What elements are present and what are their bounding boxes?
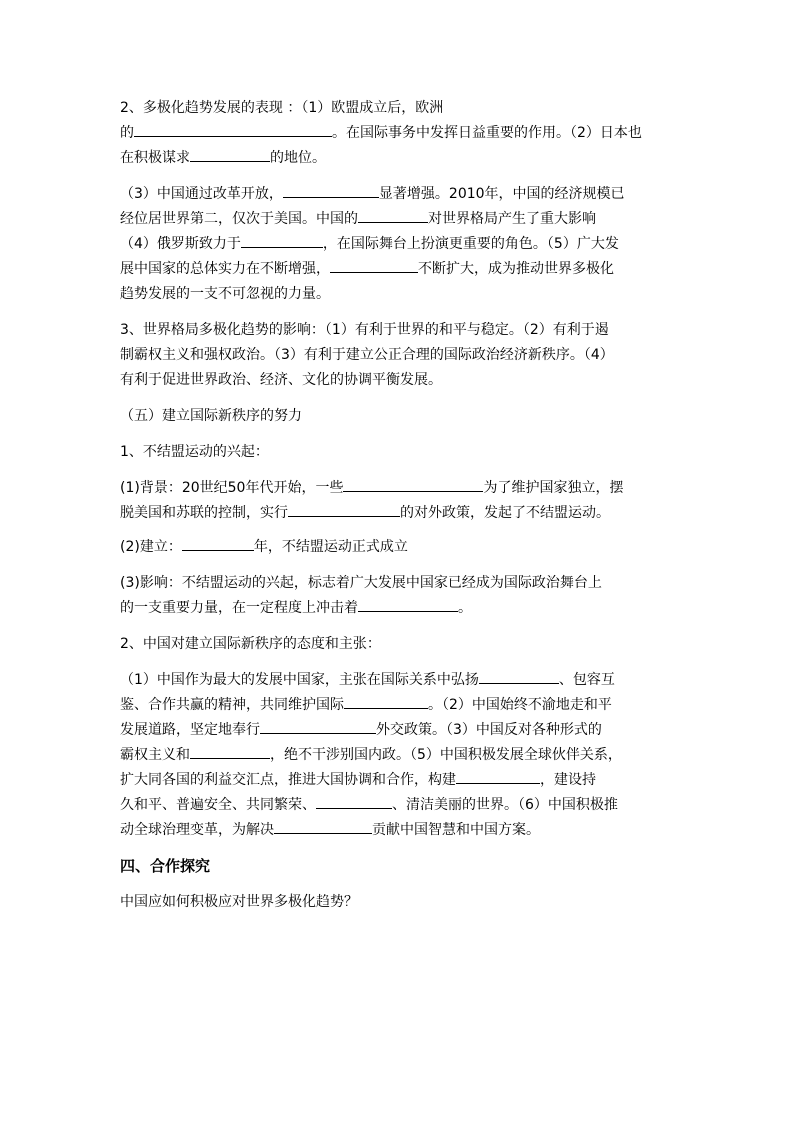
paragraph-china-russia-developing: [120, 182, 680, 307]
paragraph-multipolar-performance: [120, 96, 680, 171]
text: 扩大同各国的利益交汇点，推进大国协调和合作，构建: [120, 772, 456, 788]
subsection-title-china-stance: 2、中国对建立国际新秩序的态度和主张：: [120, 636, 381, 652]
text: 。（2）中国始终不渝地走和平: [428, 697, 612, 713]
text: （4）俄罗斯致力于: [120, 236, 241, 252]
fill-blank[interactable]: [343, 477, 483, 492]
text: ，建设持: [540, 772, 596, 788]
text: 、清洁美丽的世界。（6）中国积极推: [392, 797, 618, 813]
fill-blank[interactable]: [358, 597, 458, 612]
inquiry-question: 中国应如何积极应对世界多极化趋势？: [120, 894, 358, 910]
text: 。: [458, 600, 472, 616]
text: 年，不结盟运动正式成立: [253, 539, 408, 555]
fill-blank[interactable]: [260, 719, 376, 734]
fill-blank[interactable]: [283, 183, 379, 198]
text: 的: [120, 125, 134, 141]
text: 在积极谋求: [120, 150, 190, 166]
fill-blank[interactable]: [190, 147, 270, 162]
text: 鉴、合作共赢的精神，共同维护国际: [120, 697, 344, 713]
text: 的一支重要力量，在一定程度上冲击着: [120, 600, 358, 616]
text: 展中国家的总体实力在不断增强，: [120, 261, 330, 277]
text: 动全球治理变革，为解决: [120, 822, 274, 838]
text: 、包容互: [558, 672, 615, 688]
text: (2)建立：: [120, 539, 182, 555]
text: 发展道路，坚定地奉行: [120, 722, 260, 738]
text: 显著增强。2010年，中国的经济规模已: [378, 186, 625, 202]
document-body: [120, 96, 680, 915]
paragraph-nam-background: [120, 476, 680, 526]
fill-blank[interactable]: [330, 258, 418, 273]
text: 外交政策。（3）中国反对各种形式的: [376, 722, 602, 738]
paragraph-nam-impact: [120, 571, 680, 621]
text: 3、世界格局多极化趋势的影响：（1）有利于世界的和平与稳定。（2）有利于遏: [120, 322, 609, 338]
text: 。在国际事务中发挥日益重要的作用。（2）日本也: [332, 125, 642, 141]
text: 霸权主义和: [120, 747, 190, 763]
text: 不断扩大，成为推动世界多极化: [418, 261, 614, 277]
text: 趋势发展的一支不可忽视的力量。: [120, 286, 330, 302]
text: 的地位。: [270, 150, 326, 166]
text: (1)背景：20世纪50年代开始，一些: [120, 480, 344, 496]
text: （1）中国作为最大的发展中国家，主张在国际关系中弘扬: [120, 672, 479, 688]
text: (3)影响：不结盟运动的兴起，标志着广大发展中国家已经成为国际政治舞台上: [120, 575, 602, 591]
text: 2、多极化趋势发展的表现 ：（1）欧盟成立后，欧洲: [120, 100, 444, 116]
text: 制霸权主义和强权政治。（3）有利于建立公正合理的国际政治经济新秩序。（4）: [120, 347, 614, 363]
paragraph-multipolar-impact: [120, 318, 680, 393]
fill-blank[interactable]: [190, 744, 270, 759]
text: 对世界格局产生了重大影响: [428, 211, 596, 227]
section-title-cooperation: 四、合作探究: [120, 857, 211, 875]
text: 有利于促进世界政治、经济、文化的协调平衡发展。: [120, 372, 442, 388]
text: （3）中国通过改革开放，: [120, 186, 283, 202]
fill-blank[interactable]: [274, 819, 372, 834]
subsection-title-non-aligned: 1、不结盟运动的兴起：: [120, 444, 269, 460]
fill-blank[interactable]: [134, 122, 332, 137]
text: 久和平、普遍安全、共同繁荣、: [120, 797, 316, 813]
fill-blank[interactable]: [344, 694, 428, 709]
fill-blank[interactable]: [456, 769, 540, 784]
text: 的对外政策，发起了不结盟运动。: [400, 505, 610, 521]
paragraph-nam-establishment: [120, 535, 680, 560]
text: 贡献中国智慧和中国方案。: [372, 822, 540, 838]
section-title-new-order: （五）建立国际新秩序的努力: [120, 408, 302, 424]
fill-blank[interactable]: [288, 502, 400, 517]
fill-blank[interactable]: [316, 794, 392, 809]
fill-blank[interactable]: [358, 208, 428, 223]
text: 脱美国和苏联的控制，实行: [120, 505, 288, 521]
text: ，绝不干涉别国内政。（5）中国积极发展全球伙伴关系，: [270, 747, 622, 763]
text: 经位居世界第二，仅次于美国。中国的: [120, 211, 358, 227]
text: 为了维护国家独立，摆: [483, 480, 624, 496]
fill-blank[interactable]: [479, 669, 559, 684]
fill-blank[interactable]: [241, 233, 323, 248]
paragraph-china-stance: [120, 668, 680, 843]
fill-blank[interactable]: [182, 536, 254, 551]
text: ，在国际舞台上扮演更重要的角色。（5）广大发: [322, 236, 619, 252]
